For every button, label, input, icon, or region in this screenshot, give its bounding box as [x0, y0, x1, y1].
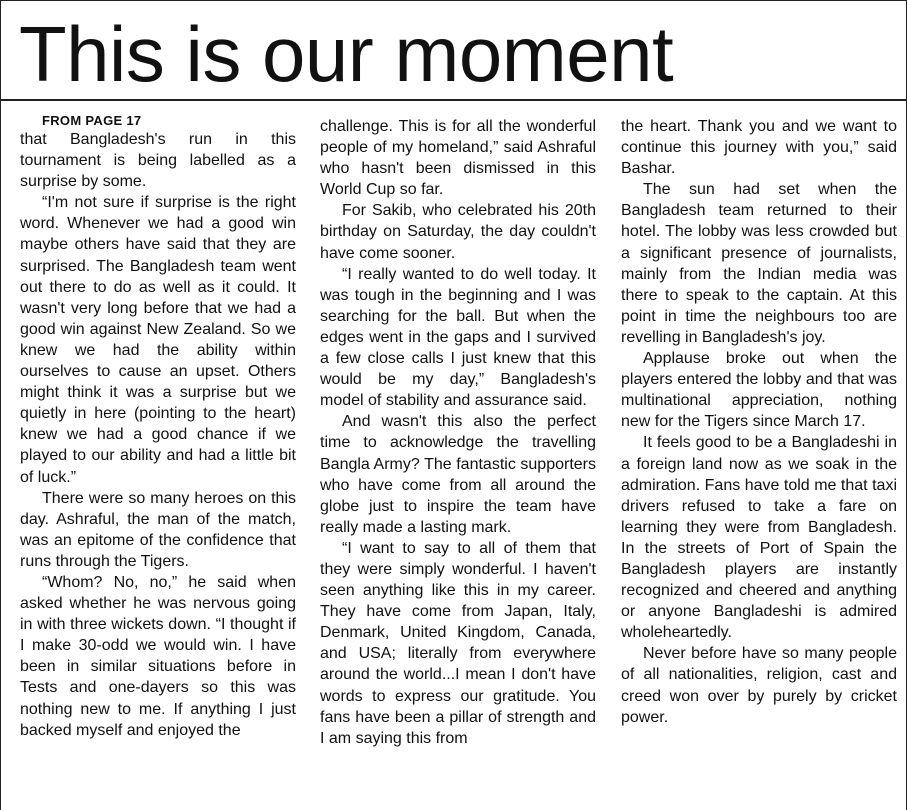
paragraph: the heart. Thank you and we want to continue this journey with you,” said Bashar. — [621, 118, 897, 178]
paragraph: Never before have so many people of all nationalities, religion, cast and creed won over by purely by cricket power. — [621, 645, 897, 726]
article-column-3 — [621, 116, 897, 728]
paragraph: Applause broke out when the players entered the lobby and that was multinational appreciation, nothing new for the Tigers since March 17. — [621, 350, 897, 431]
paragraph: “I really wanted to do well today. It was tough in the beginning and I was searching for the ball. But when the edges went in the gaps and I survived a few close calls I just knew that this would be my day,” Bangladesh's model of stability and assurance said. — [320, 265, 596, 410]
paragraph: It feels good to be a Bangladeshi in a foreign land now as we soak in the admiration. Fans have told me that taxi drivers refused to take a fare on learning they were from Bangladesh. In the streets of Port of Spain the Bangladesh players are instantly recognized and cheered and anything or anyone Bangladeshi is admired wholeheartedly. — [621, 434, 897, 642]
paragraph: The sun had set when the Bangladesh team returned to their hotel. The lobby was less crowded but a significant presence of journalists, mainly from the Indian media was there to speak to the captain. At this point in time the neighbours too are revelling in Bangladesh's joy. — [621, 181, 897, 346]
paragraph: And wasn't this also the perfect time to acknowledge the travelling Bangla Army? The fantastic supporters who have come from all around the globe just to inspire the team have really made a lasting mark. — [320, 413, 596, 536]
paragraph: “I want to say to all of them that they were simply wonderful. I haven't seen anything like this in my career. They have come from Japan, Italy, Denmark, United Kingdom, Canada, and USA; literally from everywhere around the world...I mean I don't have words to express our gratitude. You fans have been a pillar of strength and I am saying this from — [320, 539, 596, 747]
article-column-1 — [20, 113, 296, 741]
paragraph: that Bangladesh's run in this tournament is being labelled as a surprise by some. — [20, 131, 296, 191]
paragraph: challenge. This is for all the wonderful people of my homeland,” said Ashraful who hasn't been dismissed in this World Cup so far. — [320, 118, 596, 199]
article-column-2 — [320, 116, 596, 749]
paragraph: There were so many heroes on this day. Ashraful, the man of the match, was an epitome of the confidence that runs through the Tigers. — [20, 489, 296, 570]
paragraph: For Sakib, who celebrated his 20th birthday on Saturday, the day couldn't have come sooner. — [320, 202, 596, 262]
headline-rule — [1, 99, 906, 101]
paragraph: “I'm not sure if surprise is the right word. Whenever we had a good win maybe others have said that they are surprised. The Bangladesh team went out there to do as well as it could. It wasn't very long before that we had a good win against New Zealand. So we knew we had the ability within ourselves to cause an upset. Others might think it was a surprise but we quietly in here (pointing to the heart) knew we had a good chance if we played to our ability and had a little bit of luck.” — [20, 194, 296, 486]
continuation-kicker: FROM PAGE 17 — [42, 113, 142, 128]
headline: This is our moment — [19, 10, 674, 98]
paragraph: “Whom? No, no,” he said when asked whether he was nervous going in with three wickets down. “I thought if I make 30-odd we would win. I have been in similar situations before in Tests and one-dayers so this was nothing new to me. If anything I just backed myself and enjoyed the — [20, 573, 296, 739]
